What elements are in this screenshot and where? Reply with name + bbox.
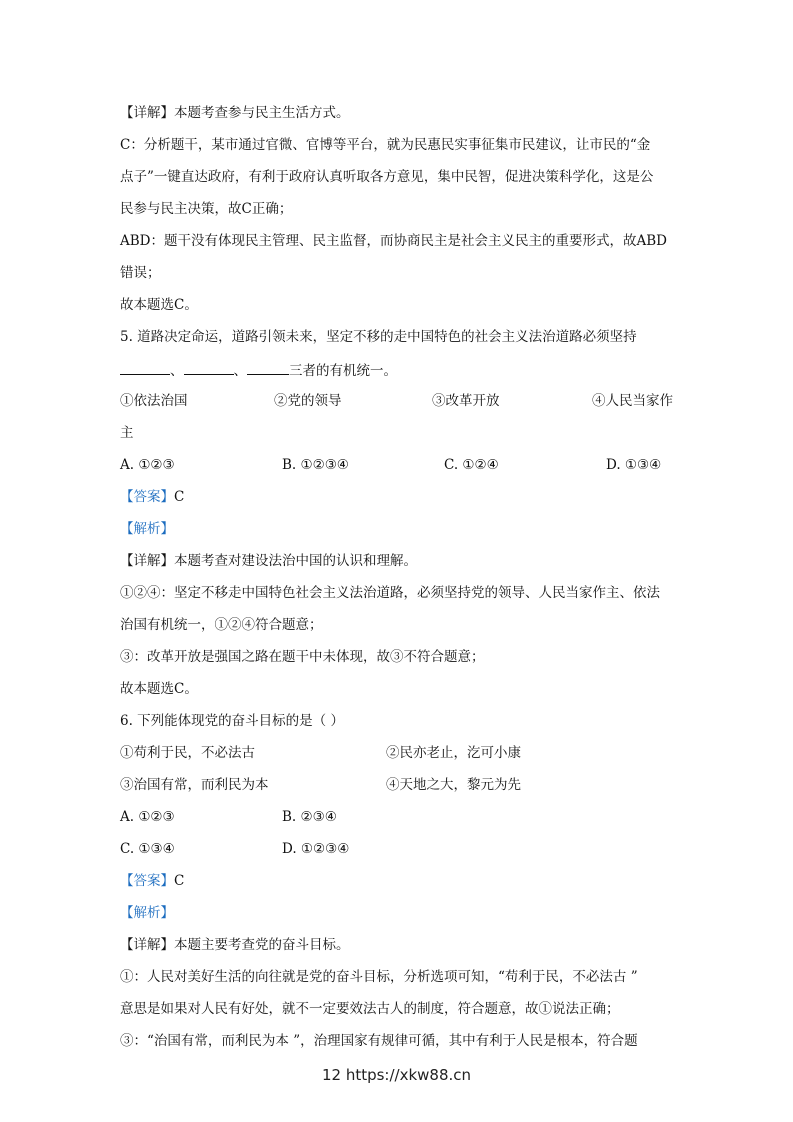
detail-text: 本题主要考查党的奋斗目标。 xyxy=(174,937,350,953)
question-6-stem: 6. 下列能体现党的奋斗目标的是（ ） xyxy=(120,713,344,729)
page-footer xyxy=(0,1066,793,1084)
detail-line xyxy=(120,936,350,954)
answer-value: C xyxy=(174,489,185,505)
explanation-text: ①②④：坚定不移走中国特色社会主义法治道路，必须坚持党的领导、人民当家作主、依法 xyxy=(120,585,660,601)
blank xyxy=(120,360,170,375)
question-5-blanks xyxy=(120,360,397,380)
list-item: ③治国有常，而利民为本 xyxy=(120,777,269,793)
conclusion-text: 故本题选C。 xyxy=(120,297,198,313)
blank-separator: 、 xyxy=(170,363,184,379)
blank-tail: 三者的有机统一。 xyxy=(289,363,397,379)
list-item: ①依法治国 xyxy=(120,393,188,409)
option-b: B. ①②③④ xyxy=(282,457,349,473)
option-c: C. ①②④ xyxy=(444,457,499,473)
explanation-text: 治国有机统一，①②④符合题意； xyxy=(120,617,323,633)
explanation-text: 错误； xyxy=(120,265,161,281)
detail-tag: 【详解】 xyxy=(120,937,174,953)
explanation-text: ③：“治国有常，而利民为本 ”，治理国家有规律可循，其中有利于人民是根本，符合题 xyxy=(120,1033,638,1049)
explanation-text: ABD：题干没有体现民主管理、民主监督，而协商民主是社会主义民主的重要形式，故ABD xyxy=(120,233,667,249)
answer-line xyxy=(120,872,184,890)
answer-tag: 【答案】 xyxy=(120,489,174,505)
blank xyxy=(247,360,289,375)
page-number: 12 xyxy=(321,1066,342,1084)
detail-line xyxy=(120,552,417,570)
list-item-continuation: 主 xyxy=(120,425,134,441)
explanation-text: 意思是如果对人民有好处，就不一定要效法古人的制度，符合题意，故①说法正确； xyxy=(120,1001,620,1017)
blank-separator: 、 xyxy=(233,363,247,379)
option-a: A. ①②③ xyxy=(120,809,175,825)
option-d: D. ①②③④ xyxy=(282,841,350,857)
detail-text: 本题考查对建设法治中国的认识和理解。 xyxy=(174,553,417,569)
question-5-stem: 5. 道路决定命运，道路引领未来，坚定不移的走中国特色的社会主义法治道路必须坚持 xyxy=(120,329,637,345)
blank xyxy=(184,360,234,375)
explanation-text: C：分析题干，某市通过官微、官博等平台，就为民惠民实事征集市民建议，让市民的“金 xyxy=(120,137,651,153)
list-item: ④人民当家作 xyxy=(592,393,673,409)
explanation-text: ③：改革开放是强国之路在题干中未体现，故③不符合题意； xyxy=(120,649,485,665)
explanation-text: ①：人民对美好生活的向往就是党的奋斗目标，分析选项可知，“苟利于民，不必法古 ” xyxy=(120,969,638,985)
list-item: ②民亦老止，汔可小康 xyxy=(386,745,521,761)
answer-line xyxy=(120,488,184,506)
analysis-tag: 【解析】 xyxy=(120,521,174,537)
option-c: C. ①③④ xyxy=(120,841,175,857)
analysis-line xyxy=(120,904,174,922)
conclusion-text: 故本题选C。 xyxy=(120,681,198,697)
explanation-text: 点子”一键直达政府，有利于政府认真听取各方意见，集中民智，促进决策科学化，这是公 xyxy=(120,169,654,185)
list-item: ④天地之大，黎元为先 xyxy=(386,777,521,793)
option-d: D. ①③④ xyxy=(606,457,662,473)
answer-value: C xyxy=(174,873,185,889)
option-b: B. ②③④ xyxy=(282,809,337,825)
list-item: ②党的领导 xyxy=(274,393,342,409)
option-a: A. ①②③ xyxy=(120,457,175,473)
list-item: ③改革开放 xyxy=(432,393,500,409)
detail-line xyxy=(120,104,350,122)
detail-tag: 【详解】 xyxy=(120,105,174,121)
answer-tag: 【答案】 xyxy=(120,873,174,889)
footer-url[interactable]: https://xkw88.cn xyxy=(345,1066,472,1084)
detail-text: 本题考查参与民主生活方式。 xyxy=(174,105,350,121)
analysis-line xyxy=(120,520,174,538)
explanation-text: 民参与民主决策，故C正确； xyxy=(120,201,293,217)
list-item: ①苟利于民，不必法古 xyxy=(120,745,255,761)
analysis-tag: 【解析】 xyxy=(120,905,174,921)
detail-tag: 【详解】 xyxy=(120,553,174,569)
